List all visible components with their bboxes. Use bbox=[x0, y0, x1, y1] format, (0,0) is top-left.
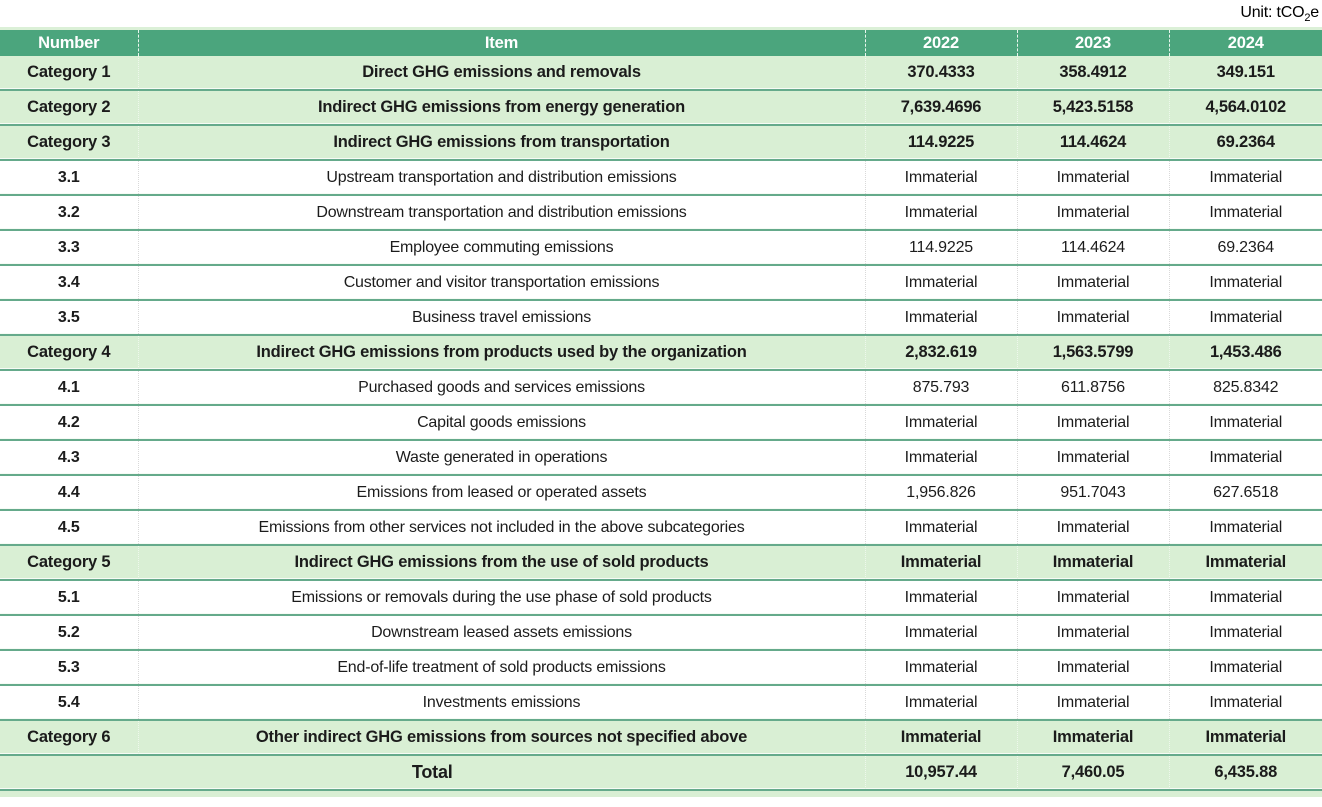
row-value-cell: Immaterial bbox=[1017, 580, 1169, 615]
row-item-cell: Customer and visitor transportation emissions bbox=[138, 265, 865, 300]
row-number-cell: Category 4 bbox=[0, 335, 138, 370]
row-value-cell: Immaterial bbox=[865, 720, 1017, 755]
row-value-cell: Immaterial bbox=[1017, 510, 1169, 545]
row-item-cell: Indirect GHG emissions from transportation bbox=[138, 125, 865, 160]
category-row bbox=[0, 56, 1322, 90]
header-cell-2022: 2022 bbox=[865, 29, 1017, 57]
subcategory-row bbox=[0, 195, 1322, 230]
row-value-cell: Immaterial bbox=[1169, 580, 1322, 615]
row-item-cell: Downstream leased assets emissions bbox=[138, 615, 865, 650]
ghg-emissions-table bbox=[0, 27, 1322, 791]
row-item-cell: Other indirect GHG emissions from sources not specified above bbox=[138, 720, 865, 755]
row-value-cell: Immaterial bbox=[1169, 265, 1322, 300]
category-row bbox=[0, 125, 1322, 160]
table-body bbox=[0, 56, 1322, 790]
header-cell-item: Item bbox=[138, 29, 865, 57]
table-header-row bbox=[0, 29, 1322, 57]
row-value-cell: 358.4912 bbox=[1017, 56, 1169, 90]
row-item-cell: Purchased goods and services emissions bbox=[138, 370, 865, 405]
row-value-cell: Immaterial bbox=[1017, 545, 1169, 580]
row-value-cell: Immaterial bbox=[1169, 405, 1322, 440]
row-value-cell: 114.9225 bbox=[865, 125, 1017, 160]
subcategory-row bbox=[0, 230, 1322, 265]
row-item-cell: Upstream transportation and distribution emissions bbox=[138, 160, 865, 195]
subcategory-row bbox=[0, 265, 1322, 300]
row-number-cell: 5.3 bbox=[0, 650, 138, 685]
row-value-cell: Immaterial bbox=[1169, 650, 1322, 685]
row-number-cell: 5.2 bbox=[0, 615, 138, 650]
row-value-cell: Immaterial bbox=[865, 405, 1017, 440]
header-cell-number: Number bbox=[0, 29, 138, 57]
row-value-cell: 951.7043 bbox=[1017, 475, 1169, 510]
subcategory-row bbox=[0, 370, 1322, 405]
row-value-cell: Immaterial bbox=[865, 265, 1017, 300]
row-number-cell: 3.1 bbox=[0, 160, 138, 195]
row-value-cell: 825.8342 bbox=[1169, 370, 1322, 405]
row-value-cell: Immaterial bbox=[1169, 440, 1322, 475]
row-number-cell: 5.1 bbox=[0, 580, 138, 615]
row-number-cell: 3.5 bbox=[0, 300, 138, 335]
row-number-cell: Category 3 bbox=[0, 125, 138, 160]
row-item-cell: Indirect GHG emissions from the use of sold products bbox=[138, 545, 865, 580]
row-value-cell: 370.4333 bbox=[865, 56, 1017, 90]
unit-label bbox=[0, 0, 1322, 27]
subcategory-row bbox=[0, 160, 1322, 195]
category-row bbox=[0, 90, 1322, 125]
row-item-cell: Emissions or removals during the use phase of sold products bbox=[138, 580, 865, 615]
row-value-cell: Immaterial bbox=[1169, 195, 1322, 230]
subcategory-row bbox=[0, 685, 1322, 720]
row-item-cell: Emissions from leased or operated assets bbox=[138, 475, 865, 510]
subcategory-row bbox=[0, 405, 1322, 440]
row-value-cell: 611.8756 bbox=[1017, 370, 1169, 405]
row-value-cell: Immaterial bbox=[1017, 300, 1169, 335]
row-number-cell: Category 5 bbox=[0, 545, 138, 580]
row-value-cell: Immaterial bbox=[865, 580, 1017, 615]
row-value-cell: Immaterial bbox=[1017, 160, 1169, 195]
row-number-cell: 4.2 bbox=[0, 405, 138, 440]
row-value-cell: 1,956.826 bbox=[865, 475, 1017, 510]
row-item-cell: Emissions from other services not included in the above subcategories bbox=[138, 510, 865, 545]
row-item-cell: End-of-life treatment of sold products emissions bbox=[138, 650, 865, 685]
row-value-cell: 7,460.05 bbox=[1017, 755, 1169, 790]
unit-label-suffix: e bbox=[1310, 4, 1319, 21]
row-number-cell: 4.3 bbox=[0, 440, 138, 475]
row-number-cell: Category 1 bbox=[0, 56, 138, 90]
row-value-cell: Immaterial bbox=[1017, 265, 1169, 300]
row-number-cell: 3.3 bbox=[0, 230, 138, 265]
row-value-cell: Immaterial bbox=[1169, 615, 1322, 650]
row-item-cell: Employee commuting emissions bbox=[138, 230, 865, 265]
row-value-cell: 2,832.619 bbox=[865, 335, 1017, 370]
row-value-cell: 7,639.4696 bbox=[865, 90, 1017, 125]
row-value-cell: 114.4624 bbox=[1017, 125, 1169, 160]
row-value-cell: 5,423.5158 bbox=[1017, 90, 1169, 125]
row-value-cell: 875.793 bbox=[865, 370, 1017, 405]
row-number-cell: 5.4 bbox=[0, 685, 138, 720]
subcategory-row bbox=[0, 615, 1322, 650]
subcategory-row bbox=[0, 580, 1322, 615]
header-cell-2023: 2023 bbox=[1017, 29, 1169, 57]
row-item-cell: Investments emissions bbox=[138, 685, 865, 720]
row-value-cell: Immaterial bbox=[865, 440, 1017, 475]
row-value-cell: 4,564.0102 bbox=[1169, 90, 1322, 125]
row-value-cell: Immaterial bbox=[865, 510, 1017, 545]
row-value-cell: 114.9225 bbox=[865, 230, 1017, 265]
row-value-cell: Immaterial bbox=[1169, 160, 1322, 195]
row-value-cell: 69.2364 bbox=[1169, 125, 1322, 160]
row-value-cell: Immaterial bbox=[1169, 510, 1322, 545]
header-cell-2024: 2024 bbox=[1169, 29, 1322, 57]
row-item-cell: Indirect GHG emissions from products used by the organization bbox=[138, 335, 865, 370]
row-item-cell: Business travel emissions bbox=[138, 300, 865, 335]
row-value-cell: Immaterial bbox=[1017, 720, 1169, 755]
row-value-cell: Immaterial bbox=[1169, 685, 1322, 720]
total-row bbox=[0, 755, 1322, 790]
row-value-cell: Immaterial bbox=[865, 545, 1017, 580]
subcategory-row bbox=[0, 475, 1322, 510]
row-value-cell: Immaterial bbox=[1169, 720, 1322, 755]
category-row bbox=[0, 720, 1322, 755]
row-item-cell: Waste generated in operations bbox=[138, 440, 865, 475]
row-value-cell: Immaterial bbox=[865, 300, 1017, 335]
row-value-cell: Immaterial bbox=[865, 195, 1017, 230]
row-value-cell: Immaterial bbox=[1017, 685, 1169, 720]
subcategory-row bbox=[0, 300, 1322, 335]
category-row bbox=[0, 335, 1322, 370]
row-value-cell: Immaterial bbox=[1169, 300, 1322, 335]
row-item-cell: Direct GHG emissions and removals bbox=[138, 56, 865, 90]
row-value-cell: 627.6518 bbox=[1169, 475, 1322, 510]
row-value-cell: Immaterial bbox=[1017, 405, 1169, 440]
table-footer-strip bbox=[0, 791, 1322, 797]
row-value-cell: 10,957.44 bbox=[865, 755, 1017, 790]
row-value-cell: Immaterial bbox=[1017, 650, 1169, 685]
row-number-cell: 3.4 bbox=[0, 265, 138, 300]
row-value-cell: 6,435.88 bbox=[1169, 755, 1322, 790]
row-value-cell: 1,563.5799 bbox=[1017, 335, 1169, 370]
row-value-cell: Immaterial bbox=[1017, 615, 1169, 650]
row-number-cell: 4.1 bbox=[0, 370, 138, 405]
unit-label-prefix: Unit: tCO bbox=[1240, 4, 1305, 21]
subcategory-row bbox=[0, 510, 1322, 545]
row-number-cell: 3.2 bbox=[0, 195, 138, 230]
row-value-cell: 349.151 bbox=[1169, 56, 1322, 90]
row-number-cell: Category 2 bbox=[0, 90, 138, 125]
category-row bbox=[0, 545, 1322, 580]
row-value-cell: Immaterial bbox=[865, 685, 1017, 720]
unit-label-subscript: 2 bbox=[1304, 12, 1311, 25]
row-value-cell: Immaterial bbox=[1169, 545, 1322, 580]
row-number-cell: Category 6 bbox=[0, 720, 138, 755]
row-value-cell: Immaterial bbox=[865, 160, 1017, 195]
subcategory-row bbox=[0, 650, 1322, 685]
row-number-cell: 4.5 bbox=[0, 510, 138, 545]
subcategory-row bbox=[0, 440, 1322, 475]
row-item-cell: Downstream transportation and distribution emissions bbox=[138, 195, 865, 230]
row-value-cell: 114.4624 bbox=[1017, 230, 1169, 265]
row-value-cell: 69.2364 bbox=[1169, 230, 1322, 265]
row-item-cell: Indirect GHG emissions from energy generation bbox=[138, 90, 865, 125]
row-value-cell: 1,453.486 bbox=[1169, 335, 1322, 370]
total-label-cell: Total bbox=[0, 755, 865, 790]
row-number-cell: 4.4 bbox=[0, 475, 138, 510]
row-value-cell: Immaterial bbox=[865, 615, 1017, 650]
row-value-cell: Immaterial bbox=[865, 650, 1017, 685]
row-item-cell: Capital goods emissions bbox=[138, 405, 865, 440]
row-value-cell: Immaterial bbox=[1017, 195, 1169, 230]
row-value-cell: Immaterial bbox=[1017, 440, 1169, 475]
